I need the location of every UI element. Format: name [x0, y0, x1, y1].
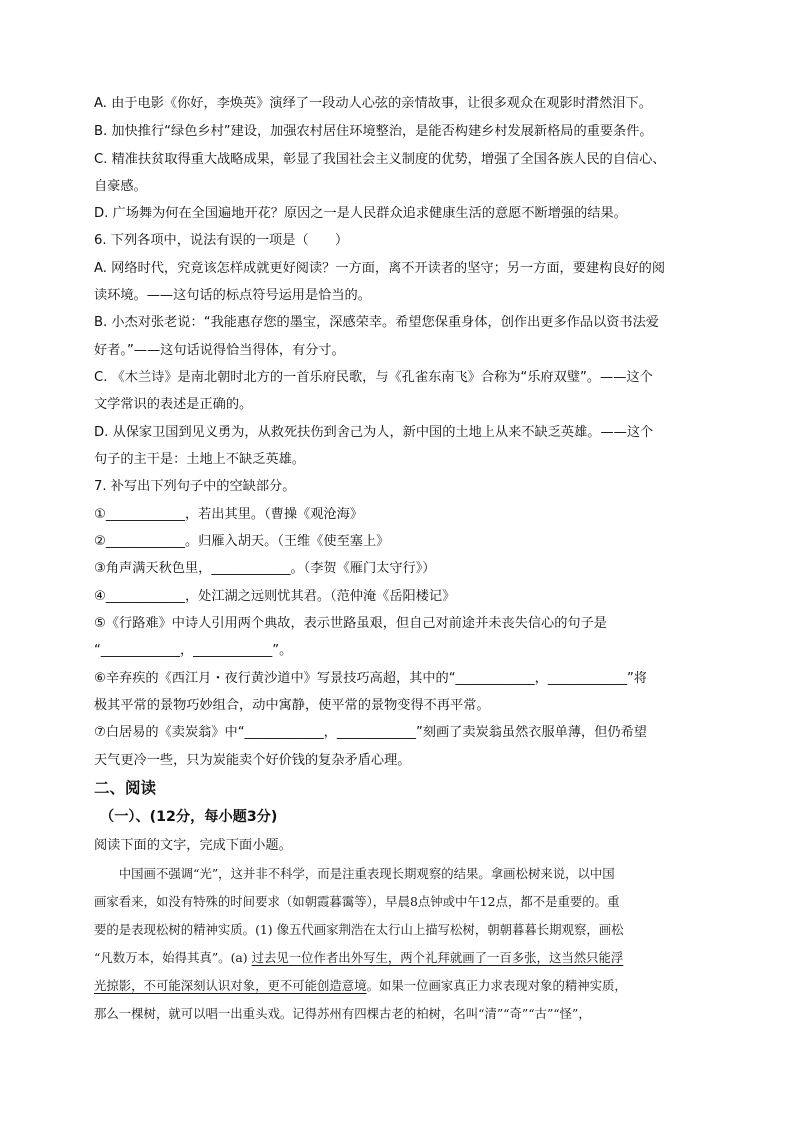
q7-item-1: ①____________，若出其里。（曹操《观沧海》: [94, 507, 363, 522]
q6-stem: 6. 下列各项中，说法有误的一项是（ ）: [94, 233, 349, 248]
q5-option-a: A. 由于电影《你好，李焕英》演绎了一段动人心弦的亲情故事，让很多观众在观影时潸然泪下。: [94, 96, 652, 111]
passage-line-5-tail: 。如果一位画家真正力求表现对象的精神实质，: [366, 978, 627, 993]
section-subtitle: （一）、(12分，每小题3分): [100, 809, 278, 825]
passage-line-2: 画家看来，如没有特殊的时间要求（如朝霞暮霭等），早晨8点钟或中午12点，都不是重要的。重: [94, 894, 620, 909]
q6-option-a-line2: 读环境。——这句话的标点符号运用是恰当的。: [94, 288, 371, 303]
q7-item-7-line1: ⑦白居易的《卖炭翁》中“____________，____________”刻画了卖炭翁虽然衣服单薄，但仍希望: [94, 725, 647, 740]
passage-underlined-sentence-a-part1: 过去见一位作者出外写生，两个礼拜就画了一百多张，这当然只能浮: [251, 950, 624, 965]
q6-option-b-line1: B. 小杰对张老说：“我能惠存您的墨宝，深感荣幸。希望您保重身体，创作出更多作品以资书法爱: [94, 315, 659, 330]
q6-option-d-line2: 句子的主干是：土地上不缺乏英雄。: [94, 452, 305, 467]
q7-item-7-line2: 天气更冷一些，只为炭能卖个好价钱的复杂矛盾心理。: [94, 753, 411, 768]
passage-line-5: [94, 976, 714, 996]
section-instruction: 阅读下面的文字，完成下面小题。: [94, 838, 292, 853]
section-title: 二、阅读: [94, 779, 157, 797]
q6-option-d-line1: D. 从保家卫国到见义勇为，从救死扶伤到舍己为人，新中国的土地上从来不缺乏英雄。——这个: [94, 425, 654, 440]
q7-item-6-line2: 极其平常的景物巧妙组合，动中寓静，使平常的景物变得不再平常。: [94, 698, 490, 713]
passage-line-4: [94, 948, 714, 968]
q7-item-4: ④____________，处江湖之远则忧其君。（范仲淹《岳阳楼记》: [94, 589, 456, 604]
passage-line-1: 中国画不强调“光”，这并非不科学，而是注重表现长期观察的结果。拿画松树来说，以中国: [94, 866, 615, 881]
q5-option-d: D. 广场舞为何在全国遍地开花？原因之一是人民群众追求健康生活的意愿不断增强的结果。: [94, 206, 627, 221]
q7-item-3: ③角声满天秋色里，____________。（李贺《雁门太守行》）: [94, 561, 436, 576]
q5-option-c-line2: 自豪感。: [94, 179, 147, 194]
q6-option-c-line1: C. 《木兰诗》是南北朝时北方的一首乐府民歌，与《孔雀东南飞》合称为“乐府双璧”。——这个: [94, 370, 653, 385]
passage-line-6: 那么一棵树，就可以唱一出重头戏。记得苏州有四棵古老的柏树，名叫“清”“奇”“古”“怪”，: [94, 1006, 591, 1021]
q7-item-2: ②____________。归雁入胡天。（王维《使至塞上》: [94, 534, 390, 549]
q5-option-b: B. 加快推行“绿色乡村”建设，加强农村居住环境整治，是能否构建乡村发展新格局的重要条件。: [94, 124, 653, 139]
q7-item-6-line1: ⑥辛弃疾的《西江月・夜行黄沙道中》写景技巧高超，其中的“____________，____________”将: [94, 671, 647, 686]
q6-option-b-line2: 好者。”——这句话说得恰当得体，有分寸。: [94, 343, 345, 358]
q6-option-c-line2: 文学常识的表述是正确的。: [94, 397, 253, 412]
q6-option-a-line1: A. 网络时代，究竟该怎样成就更好阅读？一方面，离不开读者的坚守；另一方面，要建构良好的阅: [94, 261, 666, 276]
passage-underlined-sentence-a-part2: 光掠影，不可能深刻认识对象，更不可能创造意境: [94, 978, 367, 993]
passage-line-4-lead: “凡数万本，始得其真”。(a): [94, 950, 252, 965]
q7-item-5-line1: ⑤《行路难》中诗人引用两个典故，表示世路虽艰，但自己对前途并未丧失信心的句子是: [94, 616, 607, 631]
q7-stem: 7. 补写出下列句子中的空缺部分。: [94, 479, 296, 494]
q5-option-c-line1: C. 精准扶贫取得重大战略成果，彰显了我国社会主义制度的优势，增强了全国各族人民的自信心、: [94, 152, 666, 167]
passage-line-3: 要的是表现松树的精神实质。(1) 像五代画家荆浩在太行山上描写松树，朝朝暮暮长期观察，画松: [94, 922, 624, 937]
q7-item-5-line2: “____________，____________”。: [94, 643, 293, 658]
